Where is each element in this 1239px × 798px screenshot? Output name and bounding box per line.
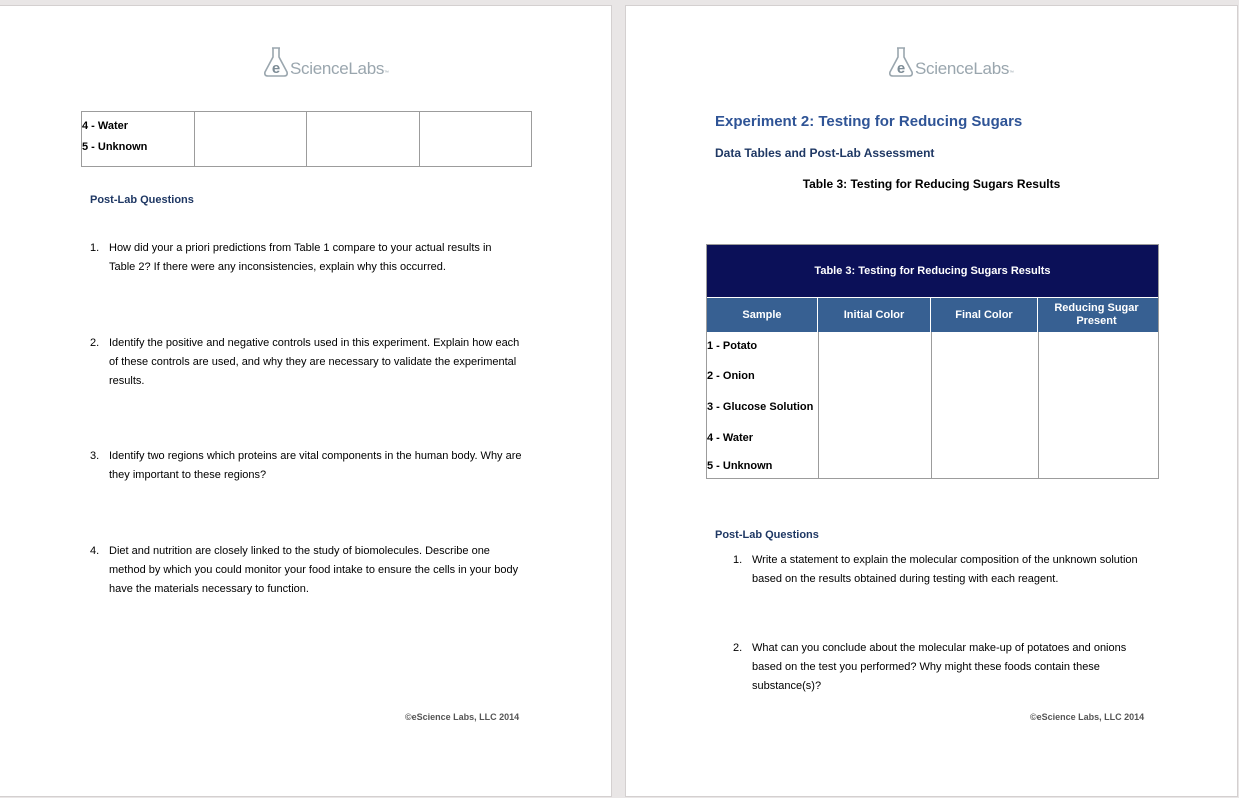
table-body: [707, 332, 1158, 478]
escience-labs-logo: [888, 46, 1014, 78]
question-line: What can you conclude about the molecular make-up of potatoes and onions: [752, 642, 1127, 654]
section-subtitle: Data Tables and Post-Lab Assessment: [715, 146, 935, 160]
table-cell-labels: [82, 112, 195, 167]
question-line: How did your a priori predictions from Table 1 compare to your actual results in: [109, 242, 492, 254]
table-banner: Table 3: Testing for Reducing Sugars Results: [707, 245, 1158, 297]
table-row-label: 5 - Unknown: [82, 141, 148, 153]
question-line: Write a statement to explain the molecular composition of the unknown solution: [752, 554, 1138, 566]
escience-labs-logo: [263, 46, 389, 78]
question-line: Identify the positive and negative controls used in this experiment. Explain how each: [109, 337, 520, 349]
column-header-reducing-sugar: Reducing Sugar Present: [1037, 298, 1155, 332]
table-row-label: 2 - Onion: [707, 370, 755, 382]
question-line: method by which you could monitor your food intake to ensure the cells in your body: [109, 564, 519, 576]
logo-e: e: [896, 60, 906, 77]
logo-wordmark: ScienceLabs: [290, 59, 385, 78]
table-row-label: 5 - Unknown: [707, 460, 773, 472]
question-number: 2.: [733, 642, 743, 654]
flask-icon: [263, 46, 289, 78]
question-line: they important to these regions?: [109, 469, 267, 481]
table-cell: [419, 112, 531, 167]
question-number: 1.: [733, 554, 743, 566]
table-header-row: [707, 297, 1158, 332]
question-list: [90, 447, 550, 485]
table-row-label: 4 - Water: [82, 120, 129, 132]
document-page-right: [626, 6, 1237, 796]
column-header-sample: Sample: [742, 308, 782, 321]
question-list: [90, 542, 550, 599]
document-page-left: [0, 6, 611, 796]
question-line: Identify two regions which proteins are vital components in the human body. Why are: [109, 450, 522, 462]
column-header-initial-color: Initial Color: [817, 298, 930, 332]
experiment-title: Experiment 2: Testing for Reducing Sugars: [715, 113, 1023, 130]
table-caption: Table 3: Testing for Reducing Sugars Results: [802, 177, 1061, 191]
column-initial-color: [818, 332, 931, 478]
postlab-title: Post-Lab Questions: [90, 194, 194, 206]
question-list: [733, 551, 1173, 589]
question-line: have the materials necessary to function.: [109, 583, 309, 595]
question-line: Table 2? If there were any inconsistencies, explain why this occurred.: [109, 261, 446, 273]
table-row-label: 1 - Potato: [707, 340, 758, 352]
question-line: Diet and nutrition are closely linked to the study of biomolecules. Describe one: [109, 545, 490, 557]
continued-results-table: [81, 111, 532, 167]
question-list: [733, 639, 1173, 696]
table-row-label: 3 - Glucose Solution: [707, 401, 814, 413]
postlab-title: Post-Lab Questions: [715, 529, 819, 541]
question-2: [733, 639, 1173, 696]
flask-icon: [888, 46, 914, 78]
table-cell: [307, 112, 419, 167]
question-line: of these controls are used, and why they are necessary to validate the experimental: [109, 356, 517, 368]
question-line: based on the results obtained during testing with each reagent.: [752, 573, 1059, 585]
logo-e: e: [271, 60, 281, 77]
logo-tm: ™: [1009, 70, 1015, 76]
reducing-sugars-results-table: [706, 244, 1159, 479]
question-list: [90, 239, 550, 277]
question-number: 1.: [90, 242, 100, 254]
question-line: based on the test you performed? Why might these foods contain these: [752, 661, 1100, 673]
column-header-final-color: Final Color: [930, 298, 1037, 332]
question-line: results.: [109, 375, 145, 387]
page-footer: ©eScience Labs, LLC 2014: [405, 712, 520, 722]
table-cell: [194, 112, 306, 167]
question-4: [90, 542, 550, 599]
page-footer: ©eScience Labs, LLC 2014: [1030, 712, 1145, 722]
question-line: substance(s)?: [752, 680, 822, 692]
question-1: [90, 239, 550, 277]
question-number: 3.: [90, 450, 100, 462]
column-final-color: [931, 332, 1038, 478]
question-3: [90, 447, 550, 485]
table-row-label: 4 - Water: [707, 432, 754, 444]
logo-tm: ™: [384, 70, 390, 76]
question-list: [90, 334, 550, 391]
question-2: [90, 334, 550, 391]
column-reducing-sugar: [1038, 332, 1158, 478]
question-number: 4.: [90, 545, 100, 557]
question-number: 2.: [90, 337, 100, 349]
logo-wordmark: ScienceLabs: [915, 59, 1010, 78]
question-1: [733, 551, 1173, 589]
